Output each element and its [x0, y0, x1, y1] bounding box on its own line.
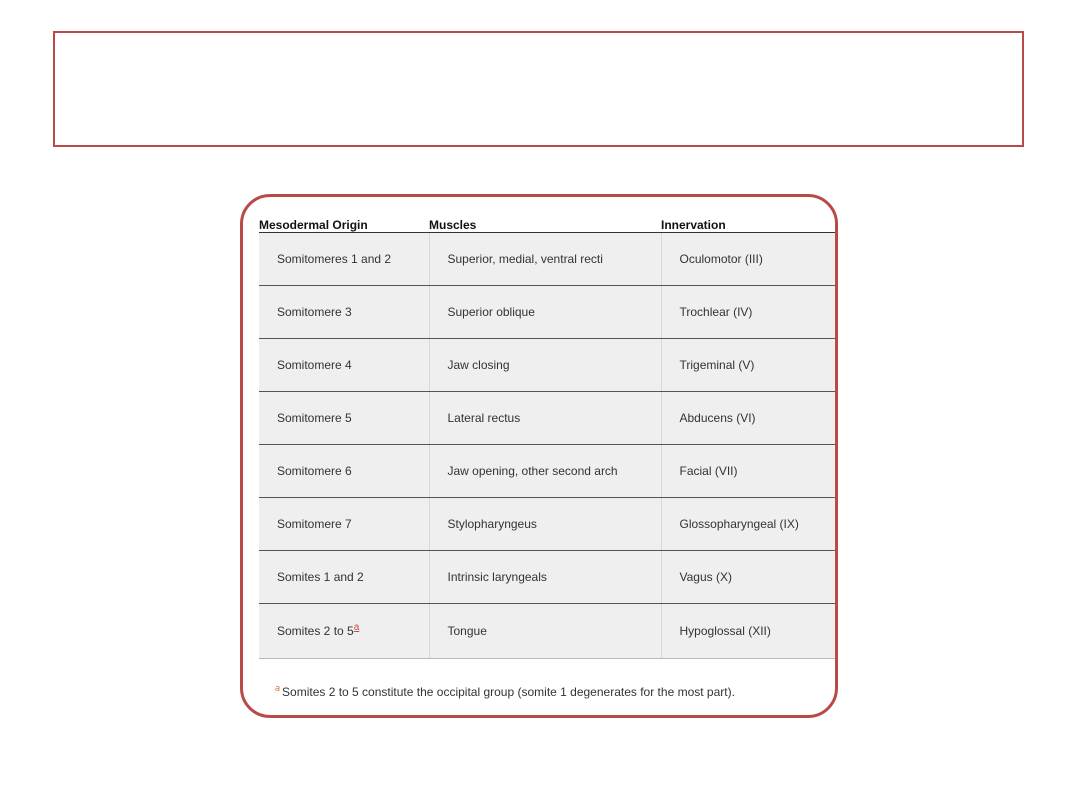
innervation-cell: Facial (VII): [661, 445, 837, 498]
innervation-cell: Hypoglossal (XII): [661, 604, 837, 659]
innervation-cell: Oculomotor (III): [661, 233, 837, 286]
origin-cell: Somitomere 4: [259, 339, 429, 392]
table-row: [259, 604, 837, 659]
muscle-origin-table: [259, 215, 837, 659]
table-row: [259, 445, 837, 498]
header-muscles: Muscles: [429, 215, 661, 233]
origin-cell: Somitomeres 1 and 2: [259, 233, 429, 286]
footnote-text: Somites 2 to 5 constitute the occipital group (somite 1 degenerates for the most part).: [282, 685, 735, 699]
muscles-cell: Superior oblique: [429, 286, 661, 339]
origin-cell: Somitomere 7: [259, 498, 429, 551]
muscles-cell: Lateral rectus: [429, 392, 661, 445]
origin-cell: [259, 604, 429, 659]
muscles-cell: Intrinsic laryngeals: [429, 551, 661, 604]
innervation-cell: Glossopharyngeal (IX): [661, 498, 837, 551]
origin-cell: Somitomere 3: [259, 286, 429, 339]
title-box: [53, 31, 1024, 147]
footnote-marker: a: [275, 683, 281, 693]
muscles-cell: Jaw closing: [429, 339, 661, 392]
table-footnote: [275, 685, 735, 699]
innervation-cell: Trigeminal (V): [661, 339, 837, 392]
table-header-row: [259, 215, 837, 233]
table-row: [259, 551, 837, 604]
header-origin: Mesodermal Origin: [259, 215, 429, 233]
innervation-cell: Vagus (X): [661, 551, 837, 604]
muscles-cell: Stylopharyngeus: [429, 498, 661, 551]
muscles-cell: Tongue: [429, 604, 661, 659]
table-frame: [240, 194, 838, 718]
table-row: [259, 233, 837, 286]
origin-cell: Somitomere 5: [259, 392, 429, 445]
origin-cell: Somitomere 6: [259, 445, 429, 498]
header-innervation: Innervation: [661, 215, 837, 233]
table-row: [259, 392, 837, 445]
innervation-cell: Trochlear (IV): [661, 286, 837, 339]
table-row: [259, 498, 837, 551]
origin-text: Somites 2 to 5: [277, 624, 354, 638]
muscles-cell: Jaw opening, other second arch: [429, 445, 661, 498]
origin-cell: Somites 1 and 2: [259, 551, 429, 604]
muscles-cell: Superior, medial, ventral recti: [429, 233, 661, 286]
innervation-cell: Abducens (VI): [661, 392, 837, 445]
footnote-link[interactable]: a: [353, 622, 360, 633]
table-row: [259, 286, 837, 339]
table-row: [259, 339, 837, 392]
